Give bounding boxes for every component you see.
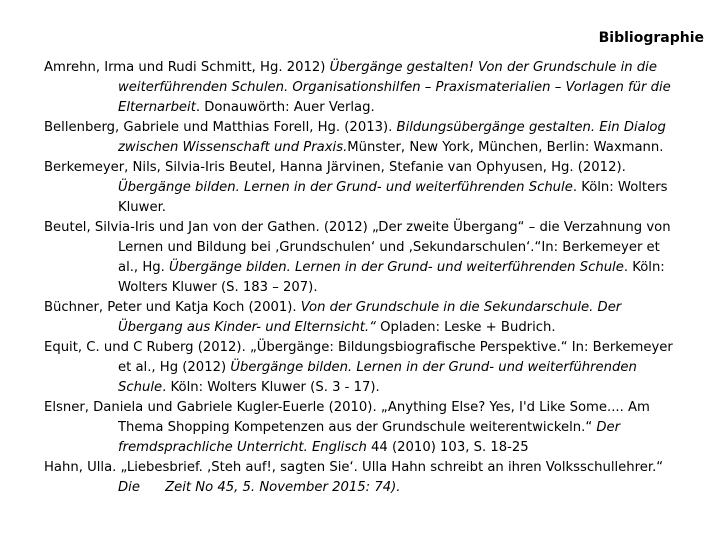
entry-citation: Hahn, Ulla. „Liebesbrief. ‚Steh auf!, sagten Sie‘. Ulla Hahn schreibt an ihren Volksschullehrer.“ (44, 460, 664, 475)
entry-title: Übergänge bilden. Lernen in der Grund- und weiterführenden Schule (118, 360, 637, 395)
entry-publisher: . Köln: Wolters Kluwer. (118, 180, 668, 215)
entry-publisher: Münster, New York, München, Berlin: Waxmann. (347, 140, 664, 155)
entry-title: Übergänge bilden. Lernen in der Grund- und weiterführenden Schule (169, 260, 624, 275)
entry-title: Bildungsübergänge gestalten. Ein Dialog zwischen Wissenschaft und Praxis. (118, 120, 666, 155)
entry-title: Von der Grundschule in die Sekundarschule. Der Übergang aus Kinder- und Elternsicht.“ (118, 300, 622, 335)
bibliography-entry (44, 118, 684, 158)
entry-authors: Amrehn, Irma und Rudi Schmitt, Hg. 2012) (44, 60, 326, 75)
page-title: Bibliographie (598, 30, 704, 46)
entry-title: Übergänge gestalten! Von der Grundschule in die weiterführenden Schulen. Organisationshilfen – Praxismaterialien – Vorlagen für die Elternarbeit (118, 60, 671, 115)
entry-journal: Die Zeit No 45, 5. November 2015: 74). (118, 480, 401, 495)
bibliography-entry (44, 398, 684, 458)
bibliography-list (44, 58, 684, 498)
entry-authors: Bellenberg, Gabriele und Matthias Forell, Hg. (2013). (44, 120, 393, 135)
bibliography-entry (44, 298, 684, 338)
entry-authors: Büchner, Peter und Katja Koch (2001). (44, 300, 297, 315)
entry-publisher: . Köln: Wolters Kluwer (S. 183 – 207). (118, 260, 665, 295)
entry-citation: Equit, C. und C Ruberg (2012). „Übergänge: Bildungsbiografische Perspektive.“ In: Berkemeyer et al., Hg (2012) (44, 340, 673, 375)
bibliography-entry (44, 158, 684, 218)
bibliography-entry (44, 338, 684, 398)
entry-publisher: Opladen: Leske + Budrich. (380, 320, 556, 335)
entry-citation: Beutel, Silvia-Iris und Jan von der Gathen. (2012) „Der zweite Übergang“ – die Verzahnung von Lernen und Bildung bei ‚Grundschulen‘ und ‚Sekundarschulen‘.“In: Berkemeyer et al., Hg. (44, 220, 671, 275)
entry-publisher: . Donauwörth: Auer Verlag. (195, 100, 375, 115)
entry-authors: Berkemeyer, Nils, Silvia-Iris Beutel, Hanna Järvinen, Stefanie van Ophyusen, Hg. (2012). (44, 160, 626, 175)
bibliography-entry (44, 58, 684, 118)
entry-publisher: . Köln: Wolters Kluwer (S. 3 - 17). (162, 380, 380, 395)
entry-publisher: 44 (2010) 103, S. 18-25 (371, 440, 529, 455)
bibliography-entry (44, 458, 684, 498)
bibliography-entry (44, 218, 684, 298)
entry-title: Übergänge bilden. Lernen in der Grund- und weiterführenden Schule (118, 180, 573, 195)
entry-citation: Elsner, Daniela und Gabriele Kugler-Euerle (2010). „Anything Else? Yes, I'd Like Some.... Am Thema Shopping Kompetenzen aus der Grundschule weiterentwickeln.“ (44, 400, 650, 435)
entry-journal: Der fremdsprachliche Unterricht. Englisch (118, 420, 621, 455)
